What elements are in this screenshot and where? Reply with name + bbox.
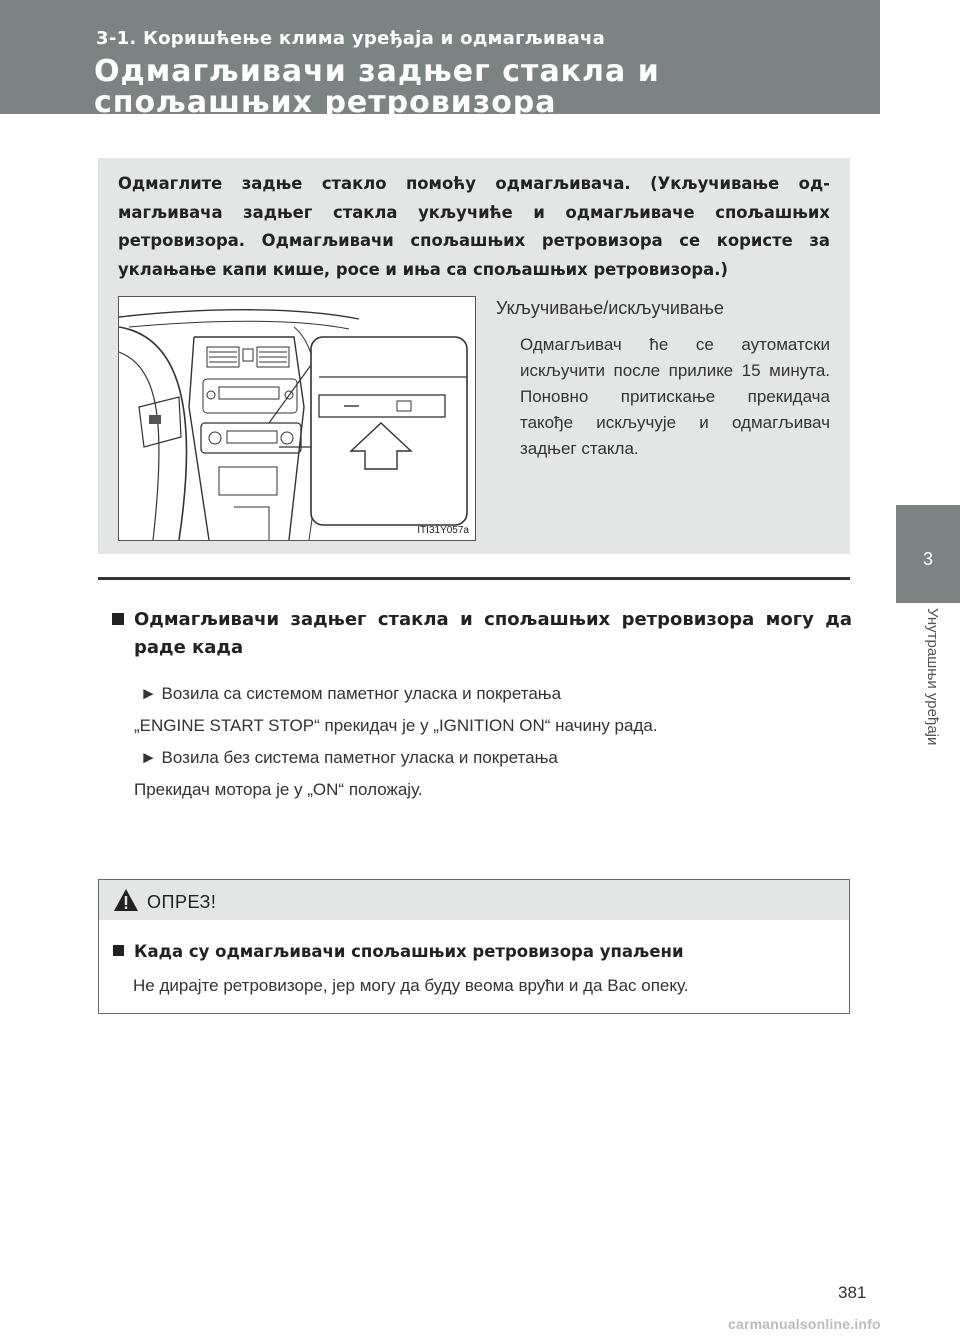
condition-variant: ► Возила са системом паметног уласка и покретања	[140, 684, 562, 703]
conditions-title-text: Одмагљивачи задњег стакла и спољашњих ретровизора могу да раде када	[134, 609, 852, 658]
dashboard-illustration	[119, 297, 475, 540]
intro-text: Одмаглите задње стакло помоћу одмагљивача. (Укључивање од-магљивача задњег стакла укључиће и одмагљиваче спољашњих ретровизора. Одмагљивачи спољашњих ретровизора се користе за уклањање капи кише, росе и иња са спољашњих ретровизора.)	[118, 174, 830, 279]
dashboard-figure	[118, 296, 476, 541]
condition-detail: Прекидач мотора је у „ON“ положају.	[134, 780, 423, 799]
condition-detail: „ENGINE START STOP“ прекидач је у „IGNITION ON“ начину рада.	[134, 716, 658, 735]
section-divider	[98, 577, 850, 580]
conditions-section	[112, 606, 852, 800]
switch-heading: Укључивање/искључивање	[496, 298, 724, 318]
caution-subtitle	[113, 942, 684, 961]
caution-header	[99, 880, 849, 920]
conditions-title	[112, 606, 852, 662]
page-header	[0, 0, 880, 120]
figure-code: ITI31Y057a	[417, 525, 469, 536]
square-bullet-icon	[112, 613, 124, 625]
chapter-tab[interactable]	[896, 505, 960, 603]
switch-description: Одмагљивач ће се аутоматски искључити после приликe 15 минута. Поновно притискање прекидача такође искључује и одмагљивач задњег стакла.	[520, 335, 830, 458]
caution-subtitle-text: Када су одмагљивачи спољашњих ретровизора упаљени	[134, 942, 684, 961]
page-number: 381	[838, 1283, 867, 1302]
chapter-title: Унутрашњи уређаји	[924, 608, 941, 746]
square-bullet-icon	[113, 945, 124, 956]
caution-box	[98, 879, 850, 1014]
intro-box	[98, 158, 850, 554]
chapter-number: 3	[922, 549, 933, 569]
condition-variant: ► Возила без система паметног уласка и покретања	[140, 748, 558, 767]
watermark: carmanualsonline.info	[728, 1316, 881, 1332]
warning-icon	[113, 888, 139, 912]
caution-text: Не дирајте ретровизоре, јер могу да буду веома врући и да Вас опеку.	[133, 976, 689, 995]
section-label: 3-1. Коришћење клима уређаја и одмагљивача	[96, 28, 606, 49]
page-title: Одмагљивачи задњег стакла и спољашњих ретровизора	[94, 54, 660, 120]
caution-title: ОПРЕЗ!	[147, 892, 217, 912]
